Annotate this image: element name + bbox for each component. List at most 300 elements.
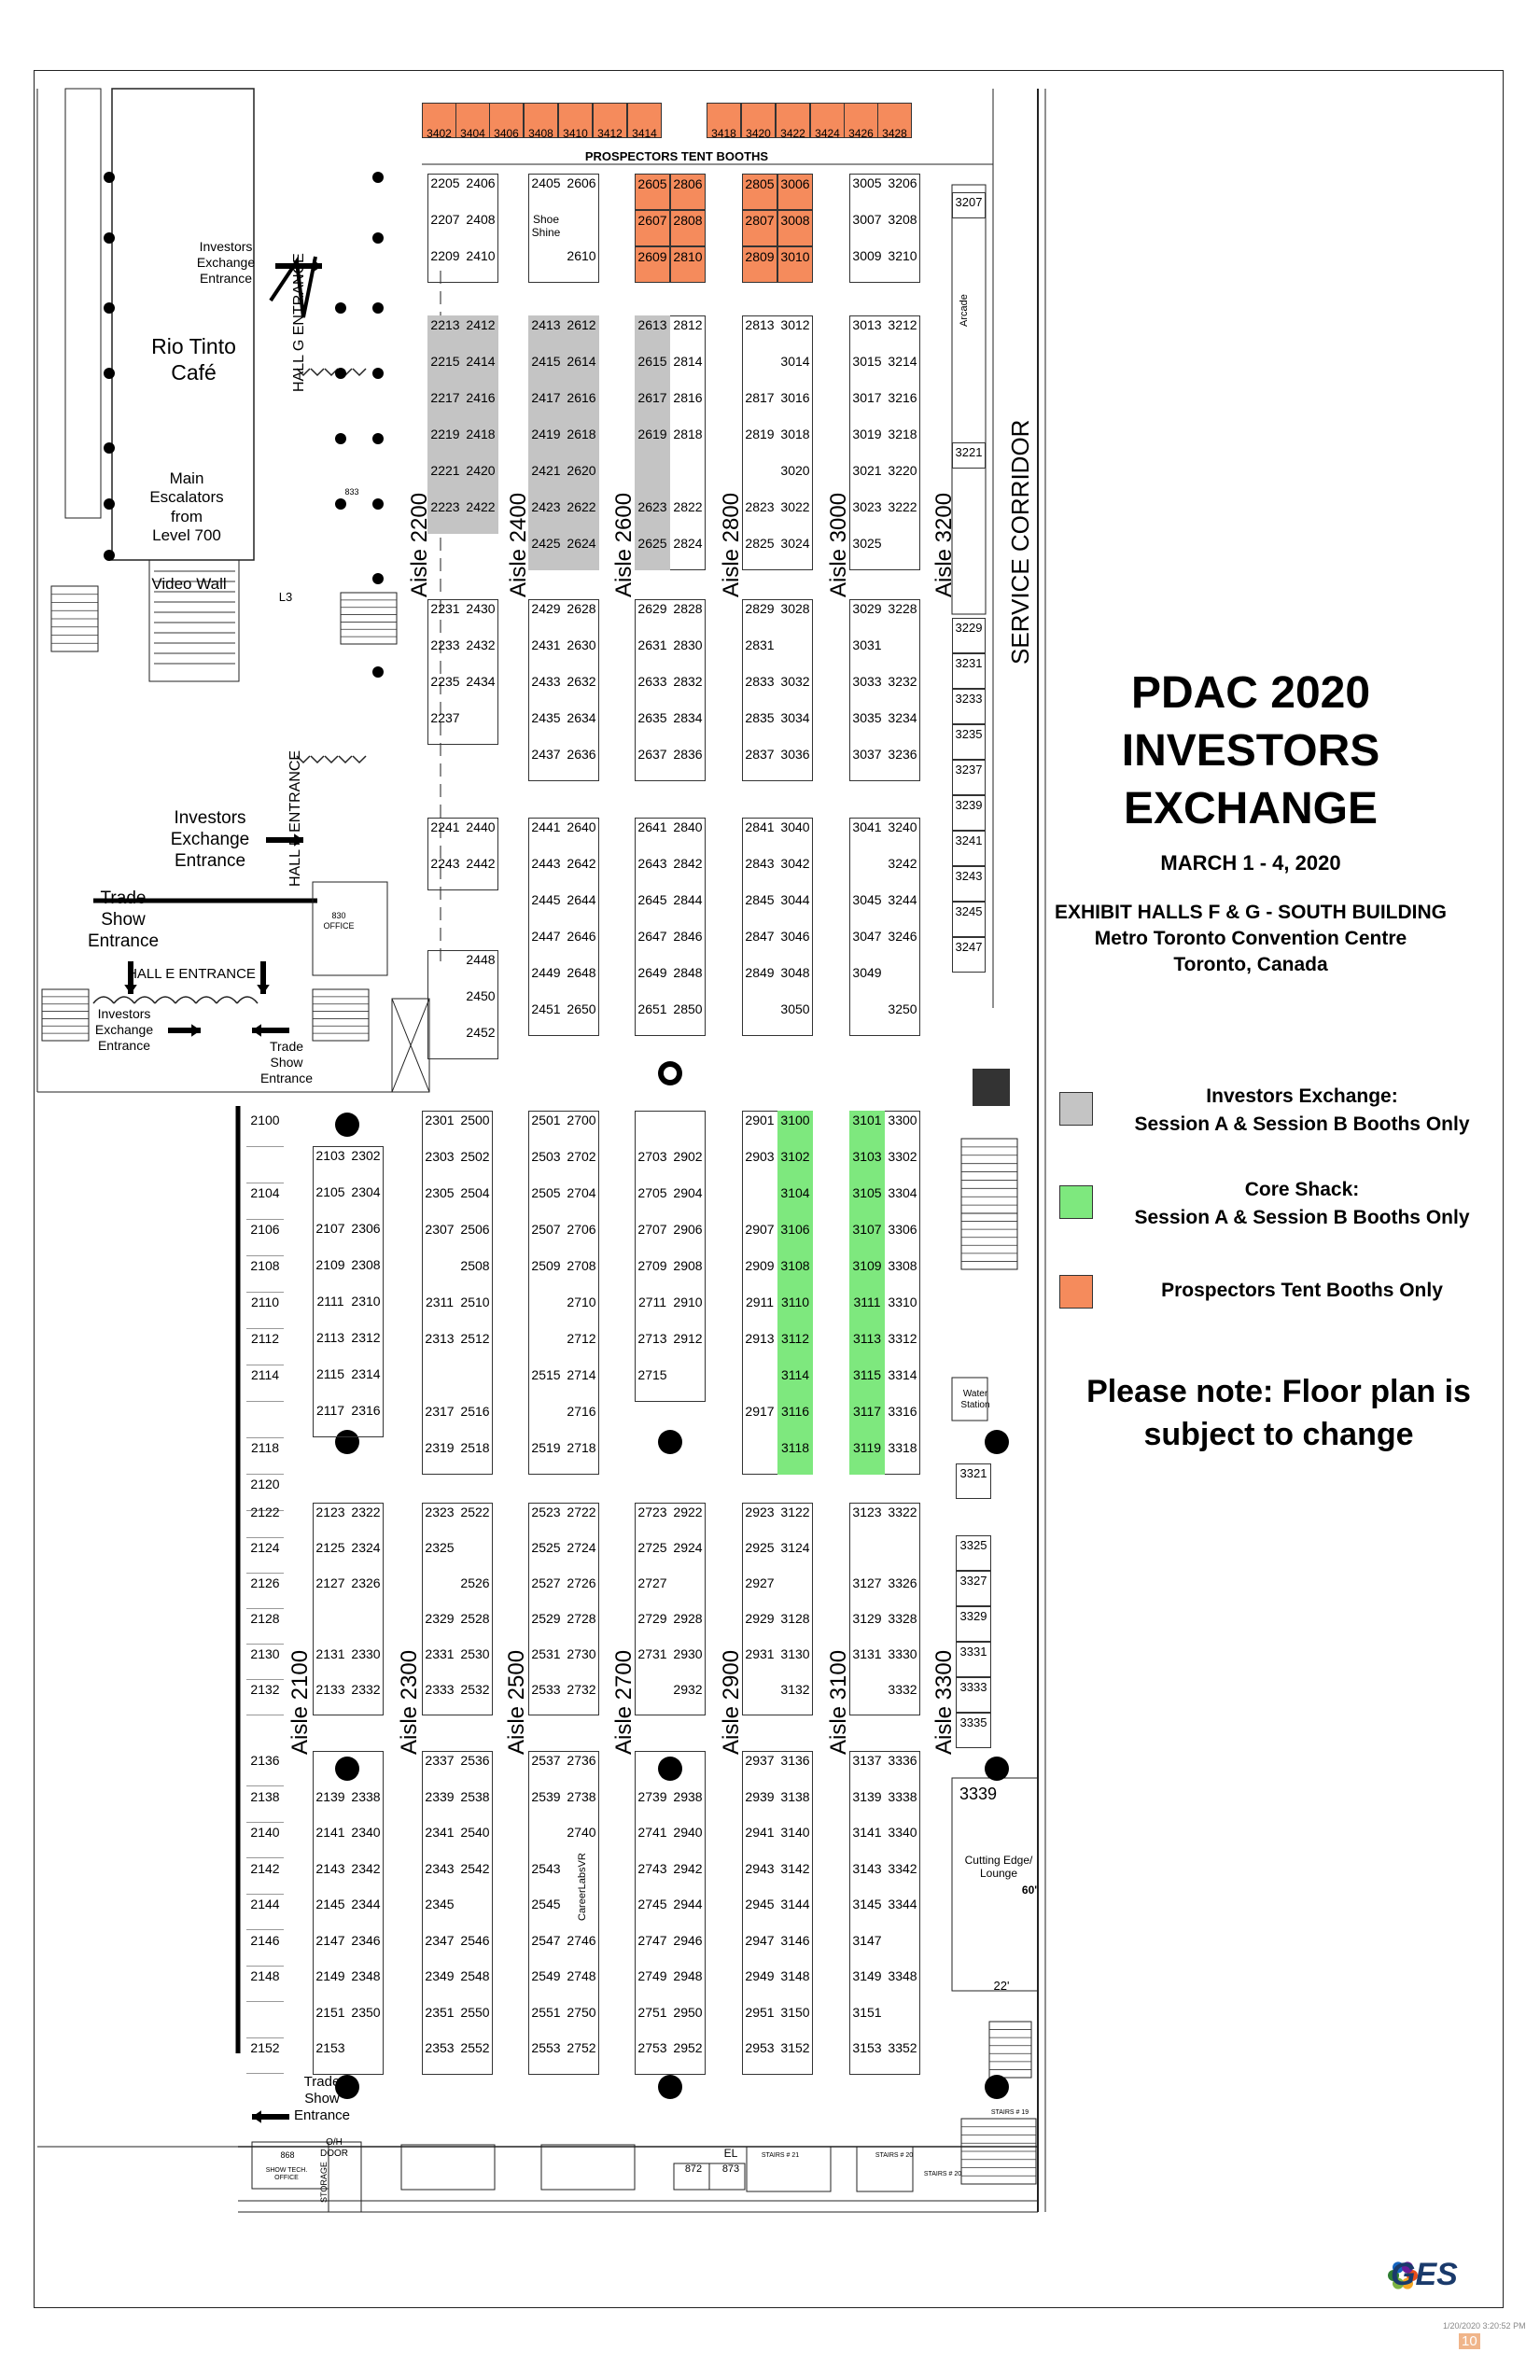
- booth-2516[interactable]: 2516: [460, 1404, 490, 1419]
- booth-3047[interactable]: 3047: [852, 929, 882, 944]
- booth-3300[interactable]: 3300: [888, 1113, 917, 1127]
- booth-3233[interactable]: 3233: [952, 689, 986, 724]
- booth-3333[interactable]: 3333: [956, 1677, 991, 1713]
- investors-exchange-entrance-middle[interactable]: Investors Exchange Entrance: [170, 808, 250, 871]
- booth-3044[interactable]: 3044: [780, 892, 810, 907]
- booth-3022[interactable]: 3022: [780, 499, 810, 514]
- booth-2515[interactable]: 2515: [531, 1367, 561, 1382]
- booth-3118[interactable]: 3118: [777, 1438, 813, 1475]
- booth-2704[interactable]: 2704: [567, 1185, 596, 1200]
- booth-2751[interactable]: 2751: [637, 2004, 667, 2020]
- booth-2406[interactable]: 2406: [466, 175, 496, 190]
- booth-3234[interactable]: 3234: [888, 710, 917, 725]
- booth-2417[interactable]: 2417: [528, 388, 564, 425]
- booth-3107[interactable]: 3107: [849, 1220, 885, 1256]
- booth-3108[interactable]: 3108: [777, 1256, 813, 1293]
- booth-2145[interactable]: 2145: [315, 1897, 345, 1911]
- booth-2951[interactable]: 2951: [745, 2004, 775, 2020]
- booth-2610[interactable]: 2610: [567, 248, 596, 263]
- booth-2133[interactable]: 2133: [315, 1682, 345, 1697]
- booth-3010[interactable]: 3010: [777, 246, 813, 283]
- booth-2311[interactable]: 2311: [425, 1295, 455, 1309]
- booth-2342[interactable]: 2342: [351, 1860, 381, 1876]
- booth-2319[interactable]: 2319: [425, 1440, 455, 1455]
- booth-2414[interactable]: 2414: [463, 352, 498, 388]
- booth-2215[interactable]: 2215: [427, 352, 463, 388]
- booth-3325[interactable]: 3325: [956, 1535, 991, 1571]
- booth-2615[interactable]: 2615: [635, 352, 670, 388]
- booth-2146[interactable]: 2146: [246, 1931, 284, 1967]
- booth-2625[interactable]: 2625: [635, 534, 670, 570]
- booth-3128[interactable]: 3128: [780, 1611, 810, 1626]
- booth-empty[interactable]: [635, 1111, 670, 1147]
- booth-3050[interactable]: 3050: [780, 1001, 810, 1016]
- booth-2635[interactable]: 2635: [637, 710, 667, 725]
- booth-empty[interactable]: [670, 1574, 706, 1609]
- booth-3330[interactable]: 3330: [888, 1646, 917, 1661]
- booth-2727[interactable]: 2727: [637, 1575, 667, 1590]
- booth-2629[interactable]: 2629: [637, 601, 667, 616]
- booth-2303[interactable]: 2303: [425, 1149, 455, 1164]
- booth-3244[interactable]: 3244: [888, 892, 917, 907]
- booth-empty[interactable]: [457, 1895, 493, 1931]
- booth-3024[interactable]: 3024: [780, 536, 810, 551]
- booth-2449[interactable]: 2449: [531, 965, 561, 980]
- booth-2405[interactable]: 2405: [531, 175, 561, 190]
- booth-2725[interactable]: 2725: [637, 1540, 667, 1555]
- booth-2508[interactable]: 2508: [460, 1258, 490, 1273]
- booth-empty[interactable]: [246, 1402, 284, 1438]
- booth-2114[interactable]: 2114: [246, 1365, 284, 1402]
- booth-2901[interactable]: 2901: [745, 1113, 775, 1127]
- booth-2329[interactable]: 2329: [425, 1611, 455, 1626]
- booth-2143[interactable]: 2143: [315, 1860, 345, 1876]
- booth-2749[interactable]: 2749: [637, 1968, 667, 1983]
- booth-2341[interactable]: 2341: [425, 1825, 455, 1840]
- booth-2330[interactable]: 2330: [351, 1646, 381, 1661]
- booth-empty[interactable]: [670, 1111, 706, 1147]
- booth-2538[interactable]: 2538: [460, 1788, 490, 1804]
- booth-3410[interactable]: 3410: [558, 103, 593, 138]
- booth-2938[interactable]: 2938: [673, 1788, 703, 1804]
- booth-2348[interactable]: 2348: [351, 1968, 381, 1983]
- booth-3151[interactable]: 3151: [852, 2004, 882, 2020]
- booth-2410[interactable]: 2410: [466, 248, 496, 263]
- booth-2237[interactable]: 2237: [430, 710, 460, 725]
- booth-2418[interactable]: 2418: [463, 425, 498, 461]
- booth-2835[interactable]: 2835: [745, 710, 775, 725]
- booth-3016[interactable]: 3016: [780, 390, 810, 405]
- booth-2104[interactable]: 2104: [246, 1183, 284, 1220]
- booth-3342[interactable]: 3342: [888, 1860, 917, 1876]
- booth-2152[interactable]: 2152: [246, 2038, 284, 2074]
- booth-2547[interactable]: 2547: [531, 1932, 561, 1948]
- booth-2219[interactable]: 2219: [427, 425, 463, 461]
- booth-2633[interactable]: 2633: [637, 674, 667, 689]
- booth-2948[interactable]: 2948: [673, 1968, 703, 1983]
- booth-3145[interactable]: 3145: [852, 1897, 882, 1911]
- booth-empty[interactable]: [635, 461, 670, 497]
- booth-2834[interactable]: 2834: [673, 710, 703, 725]
- booth-3242[interactable]: 3242: [888, 856, 917, 871]
- booth-3124[interactable]: 3124: [780, 1540, 810, 1555]
- booth-3302[interactable]: 3302: [888, 1149, 917, 1164]
- booth-empty[interactable]: [742, 1680, 777, 1715]
- booth-3013[interactable]: 3013: [852, 317, 882, 332]
- booth-2942[interactable]: 2942: [673, 1860, 703, 1876]
- booth-2950[interactable]: 2950: [673, 2004, 703, 2020]
- booth-2452[interactable]: 2452: [466, 1025, 496, 1040]
- booth-3426[interactable]: 3426: [844, 103, 878, 138]
- booth-3143[interactable]: 3143: [852, 1860, 882, 1876]
- booth-2106[interactable]: 2106: [246, 1220, 284, 1256]
- booth-2130[interactable]: 2130: [246, 1645, 284, 1680]
- booth-2332[interactable]: 2332: [351, 1682, 381, 1697]
- booth-empty[interactable]: [742, 1438, 777, 1475]
- booth-2408[interactable]: 2408: [466, 212, 496, 227]
- booth-2412[interactable]: 2412: [463, 315, 498, 352]
- booth-3420[interactable]: 3420: [741, 103, 776, 138]
- booth-3326[interactable]: 3326: [888, 1575, 917, 1590]
- booth-2111[interactable]: 2111: [316, 1294, 344, 1309]
- booth-2831[interactable]: 2831: [745, 637, 775, 652]
- booth-2523[interactable]: 2523: [531, 1505, 561, 1519]
- booth-2344[interactable]: 2344: [351, 1897, 381, 1911]
- booth-2100[interactable]: 2100: [246, 1111, 284, 1147]
- booth-2837[interactable]: 2837: [745, 747, 775, 762]
- booth-2552[interactable]: 2552: [460, 2040, 490, 2055]
- booth-3029[interactable]: 3029: [852, 601, 882, 616]
- booth-3304[interactable]: 3304: [888, 1185, 917, 1200]
- booth-2928[interactable]: 2928: [673, 1611, 703, 1626]
- booth-2117[interactable]: 2117: [315, 1403, 345, 1418]
- hall-f-entrance[interactable]: HALL F ENTRANCE: [287, 749, 303, 887]
- booth-2953[interactable]: 2953: [745, 2040, 775, 2055]
- booth-2640[interactable]: 2640: [567, 819, 596, 834]
- booth-empty[interactable]: [742, 1365, 777, 1402]
- booth-empty[interactable]: [246, 2003, 284, 2038]
- booth-3231[interactable]: 3231: [952, 653, 986, 689]
- booth-2314[interactable]: 2314: [351, 1366, 381, 1381]
- booth-2642[interactable]: 2642: [567, 856, 596, 871]
- booth-2503[interactable]: 2503: [531, 1149, 561, 1164]
- booth-2913[interactable]: 2913: [745, 1331, 775, 1346]
- booth-2302[interactable]: 2302: [351, 1148, 381, 1163]
- booth-3221[interactable]: 3221: [952, 442, 986, 469]
- booth-3131[interactable]: 3131: [852, 1646, 882, 1661]
- booth-2209[interactable]: 2209: [430, 248, 460, 263]
- booth-2924[interactable]: 2924: [673, 1540, 703, 1555]
- booth-2646[interactable]: 2646: [567, 929, 596, 944]
- booth-3020[interactable]: 3020: [780, 463, 810, 478]
- booth-3232[interactable]: 3232: [888, 674, 917, 689]
- booth-3246[interactable]: 3246: [888, 929, 917, 944]
- booth-2822[interactable]: 2822: [673, 499, 703, 514]
- booth-3034[interactable]: 3034: [780, 710, 810, 725]
- booth-empty[interactable]: [422, 1256, 457, 1293]
- booth-2706[interactable]: 2706: [567, 1222, 596, 1237]
- booth-2644[interactable]: 2644: [567, 892, 596, 907]
- booth-2103[interactable]: 2103: [315, 1148, 345, 1163]
- booth-3117[interactable]: 3117: [849, 1402, 885, 1438]
- booth-2525[interactable]: 2525: [531, 1540, 561, 1555]
- booth-2529[interactable]: 2529: [531, 1611, 561, 1626]
- booth-2527[interactable]: 2527: [531, 1575, 561, 1590]
- booth-2109[interactable]: 2109: [315, 1257, 345, 1272]
- booth-empty[interactable]: [885, 963, 920, 1000]
- booth-2301[interactable]: 2301: [425, 1113, 455, 1127]
- booth-2833[interactable]: 2833: [745, 674, 775, 689]
- booth-3046[interactable]: 3046: [780, 929, 810, 944]
- booth-2623[interactable]: 2623: [635, 497, 670, 534]
- booth-2941[interactable]: 2941: [745, 1825, 775, 1840]
- booth-2221[interactable]: 2221: [427, 461, 463, 497]
- booth-2509[interactable]: 2509: [531, 1258, 561, 1273]
- booth-empty[interactable]: [849, 1000, 885, 1036]
- booth-2614[interactable]: 2614: [564, 352, 599, 388]
- booth-2709[interactable]: 2709: [637, 1258, 667, 1273]
- booth-2946[interactable]: 2946: [673, 1932, 703, 1948]
- booth-2543[interactable]: 2543: [531, 1860, 561, 1876]
- booth-2937[interactable]: 2937: [745, 1753, 775, 1768]
- booth-empty[interactable]: [528, 246, 564, 283]
- booth-empty[interactable]: [422, 1574, 457, 1609]
- booth-2421[interactable]: 2421: [528, 461, 564, 497]
- booth-3049[interactable]: 3049: [852, 965, 882, 980]
- booth-2549[interactable]: 2549: [531, 1968, 561, 1983]
- booth-3150[interactable]: 3150: [780, 2004, 810, 2020]
- booth-2350[interactable]: 2350: [351, 2004, 381, 2020]
- booth-2420[interactable]: 2420: [463, 461, 498, 497]
- booth-2530[interactable]: 2530: [460, 1646, 490, 1661]
- booth-2123[interactable]: 2123: [315, 1505, 345, 1519]
- booth-2710[interactable]: 2710: [567, 1295, 596, 1309]
- booth-2243[interactable]: 2243: [430, 856, 460, 871]
- booth-2343[interactable]: 2343: [425, 1860, 455, 1876]
- booth-2522[interactable]: 2522: [460, 1505, 490, 1519]
- booth-3007[interactable]: 3007: [852, 212, 882, 227]
- booth-2840[interactable]: 2840: [673, 819, 703, 834]
- booth-2140[interactable]: 2140: [246, 1823, 284, 1858]
- booth-3148[interactable]: 3148: [780, 1968, 810, 1983]
- booth-3352[interactable]: 3352: [888, 2040, 917, 2055]
- booth-3402[interactable]: 3402: [422, 103, 456, 138]
- booth-3115[interactable]: 3115: [849, 1365, 885, 1402]
- booth-2322[interactable]: 2322: [351, 1505, 381, 1519]
- booth-2231[interactable]: 2231: [430, 601, 460, 616]
- booth-2904[interactable]: 2904: [673, 1185, 703, 1200]
- booth-empty[interactable]: [742, 352, 777, 388]
- booth-2435[interactable]: 2435: [531, 710, 561, 725]
- booth-3228[interactable]: 3228: [888, 601, 917, 616]
- booth-2310[interactable]: 2310: [351, 1294, 381, 1309]
- booth-2306[interactable]: 2306: [351, 1221, 381, 1236]
- booth-2502[interactable]: 2502: [460, 1149, 490, 1164]
- booth-2718[interactable]: 2718: [567, 1440, 596, 1455]
- booth-2241[interactable]: 2241: [430, 819, 460, 834]
- booth-3017[interactable]: 3017: [852, 390, 882, 405]
- booth-3241[interactable]: 3241: [952, 831, 986, 866]
- booth-3014[interactable]: 3014: [780, 354, 810, 369]
- booth-2643[interactable]: 2643: [637, 856, 667, 871]
- booth-2223[interactable]: 2223: [427, 497, 463, 534]
- booth-empty[interactable]: [777, 1574, 813, 1609]
- booth-3210[interactable]: 3210: [888, 248, 917, 263]
- booth-2748[interactable]: 2748: [567, 1968, 596, 1983]
- booth-3018[interactable]: 3018: [780, 427, 810, 441]
- booth-2440[interactable]: 2440: [466, 819, 496, 834]
- booth-3140[interactable]: 3140: [780, 1825, 810, 1840]
- booth-2434[interactable]: 2434: [466, 674, 496, 689]
- booth-2806[interactable]: 2806: [670, 174, 706, 210]
- booth-empty[interactable]: [885, 1931, 920, 1967]
- booth-3105[interactable]: 3105: [849, 1183, 885, 1220]
- booth-empty[interactable]: [849, 1680, 885, 1715]
- booth-2142[interactable]: 2142: [246, 1859, 284, 1895]
- booth-3153[interactable]: 3153: [852, 2040, 882, 2055]
- booth-2649[interactable]: 2649: [637, 965, 667, 980]
- booth-3250[interactable]: 3250: [888, 1001, 917, 1016]
- booth-2519[interactable]: 2519: [531, 1440, 561, 1455]
- booth-2506[interactable]: 2506: [460, 1222, 490, 1237]
- booth-2850[interactable]: 2850: [673, 1001, 703, 1016]
- booth-3216[interactable]: 3216: [888, 390, 917, 405]
- booth-2337[interactable]: 2337: [425, 1753, 455, 1768]
- booth-3127[interactable]: 3127: [852, 1575, 882, 1590]
- hall-g-entrance[interactable]: HALL G ENTRANCE: [291, 253, 307, 392]
- booth-2148[interactable]: 2148: [246, 1967, 284, 2002]
- booth-2207[interactable]: 2207: [430, 212, 460, 227]
- booth-2917[interactable]: 2917: [745, 1404, 775, 1419]
- booth-3222[interactable]: 3222: [888, 499, 917, 514]
- booth-2705[interactable]: 2705: [637, 1185, 667, 1200]
- booth-3316[interactable]: 3316: [888, 1404, 917, 1419]
- booth-2512[interactable]: 2512: [460, 1331, 490, 1346]
- booth-2138[interactable]: 2138: [246, 1787, 284, 1823]
- booth-2816[interactable]: 2816: [673, 390, 703, 405]
- booth-empty[interactable]: [528, 1823, 564, 1859]
- booth-2415[interactable]: 2415: [528, 352, 564, 388]
- booth-2107[interactable]: 2107: [315, 1221, 345, 1236]
- booth-2648[interactable]: 2648: [567, 965, 596, 980]
- booth-3006[interactable]: 3006: [777, 174, 813, 210]
- booth-2613[interactable]: 2613: [635, 315, 670, 352]
- booth-2127[interactable]: 2127: [315, 1575, 345, 1590]
- booth-2824[interactable]: 2824: [673, 536, 703, 551]
- booth-3418[interactable]: 3418: [707, 103, 741, 138]
- booth-3101[interactable]: 3101: [849, 1111, 885, 1147]
- booth-2645[interactable]: 2645: [637, 892, 667, 907]
- booth-2940[interactable]: 2940: [673, 1825, 703, 1840]
- booth-3336[interactable]: 3336: [888, 1753, 917, 1768]
- booth-2550[interactable]: 2550: [460, 2004, 490, 2020]
- booth-2732[interactable]: 2732: [567, 1682, 596, 1697]
- booth-2711[interactable]: 2711: [637, 1295, 667, 1309]
- booth-2120[interactable]: 2120: [246, 1475, 284, 1511]
- booth-2419[interactable]: 2419: [528, 425, 564, 461]
- booth-2153[interactable]: 2153: [315, 2040, 345, 2055]
- booth-2609[interactable]: 2609: [635, 246, 670, 283]
- booth-2944[interactable]: 2944: [673, 1897, 703, 1911]
- booth-3141[interactable]: 3141: [852, 1825, 882, 1840]
- booth-2445[interactable]: 2445: [531, 892, 561, 907]
- booth-2305[interactable]: 2305: [425, 1185, 455, 1200]
- booth-3310[interactable]: 3310: [888, 1295, 917, 1309]
- booth-2730[interactable]: 2730: [567, 1646, 596, 1661]
- investors-exchange-entrance-top[interactable]: Investors Exchange Entrance: [196, 239, 256, 286]
- booth-3040[interactable]: 3040: [780, 819, 810, 834]
- booth-2731[interactable]: 2731: [637, 1646, 667, 1661]
- booth-2722[interactable]: 2722: [567, 1505, 596, 1519]
- booth-2139[interactable]: 2139: [315, 1788, 345, 1804]
- booth-2430[interactable]: 2430: [466, 601, 496, 616]
- booth-empty[interactable]: [427, 1023, 463, 1059]
- booth-2528[interactable]: 2528: [460, 1611, 490, 1626]
- booth-3335[interactable]: 3335: [956, 1713, 991, 1748]
- booth-2432[interactable]: 2432: [466, 637, 496, 652]
- booth-2828[interactable]: 2828: [673, 601, 703, 616]
- booth-empty[interactable]: [849, 1538, 885, 1574]
- booth-2741[interactable]: 2741: [637, 1825, 667, 1840]
- booth-2422[interactable]: 2422: [463, 497, 498, 534]
- booth-3240[interactable]: 3240: [888, 819, 917, 834]
- booth-2939[interactable]: 2939: [745, 1788, 775, 1804]
- booth-2841[interactable]: 2841: [745, 819, 775, 834]
- trade-show-entrance-left[interactable]: Trade Show Entrance: [87, 889, 160, 951]
- booth-2316[interactable]: 2316: [351, 1403, 381, 1418]
- booth-empty[interactable]: [348, 1609, 384, 1645]
- booth-3009[interactable]: 3009: [852, 248, 882, 263]
- booth-3328[interactable]: 3328: [888, 1611, 917, 1626]
- booth-empty[interactable]: [463, 708, 498, 745]
- booth-empty[interactable]: [742, 1183, 777, 1220]
- booth-empty[interactable]: [635, 1751, 670, 1787]
- booth-2817[interactable]: 2817: [745, 390, 775, 405]
- booth-3312[interactable]: 3312: [888, 1331, 917, 1346]
- booth-empty[interactable]: [885, 1538, 920, 1574]
- booth-2144[interactable]: 2144: [246, 1895, 284, 1930]
- booth-2632[interactable]: 2632: [567, 674, 596, 689]
- booth-2510[interactable]: 2510: [460, 1295, 490, 1309]
- booth-3331[interactable]: 3331: [956, 1642, 991, 1677]
- booth-2313[interactable]: 2313: [425, 1331, 455, 1346]
- booth-2423[interactable]: 2423: [528, 497, 564, 534]
- booth-2233[interactable]: 2233: [430, 637, 460, 652]
- booth-2651[interactable]: 2651: [637, 1001, 667, 1016]
- booth-2812[interactable]: 2812: [673, 317, 703, 332]
- booth-3033[interactable]: 3033: [852, 674, 882, 689]
- booth-2353[interactable]: 2353: [425, 2040, 455, 2055]
- booth-2605[interactable]: 2605: [635, 174, 670, 210]
- booth-3136[interactable]: 3136: [780, 1753, 810, 1768]
- booth-3037[interactable]: 3037: [852, 747, 882, 762]
- booth-empty[interactable]: [427, 950, 463, 987]
- booth-2931[interactable]: 2931: [745, 1646, 775, 1661]
- booth-2630[interactable]: 2630: [567, 637, 596, 652]
- booth-2205[interactable]: 2205: [430, 175, 460, 190]
- booth-2724[interactable]: 2724: [567, 1540, 596, 1555]
- booth-empty[interactable]: [457, 1365, 493, 1402]
- booth-2351[interactable]: 2351: [425, 2004, 455, 2020]
- booth-3247[interactable]: 3247: [952, 937, 986, 973]
- booth-3206[interactable]: 3206: [888, 175, 917, 190]
- booth-2617[interactable]: 2617: [635, 388, 670, 425]
- booth-3208[interactable]: 3208: [888, 212, 917, 227]
- booth-2612[interactable]: 2612: [564, 315, 599, 352]
- booth-2304[interactable]: 2304: [351, 1184, 381, 1199]
- booth-2147[interactable]: 2147: [315, 1932, 345, 1948]
- booth-2324[interactable]: 2324: [351, 1540, 381, 1555]
